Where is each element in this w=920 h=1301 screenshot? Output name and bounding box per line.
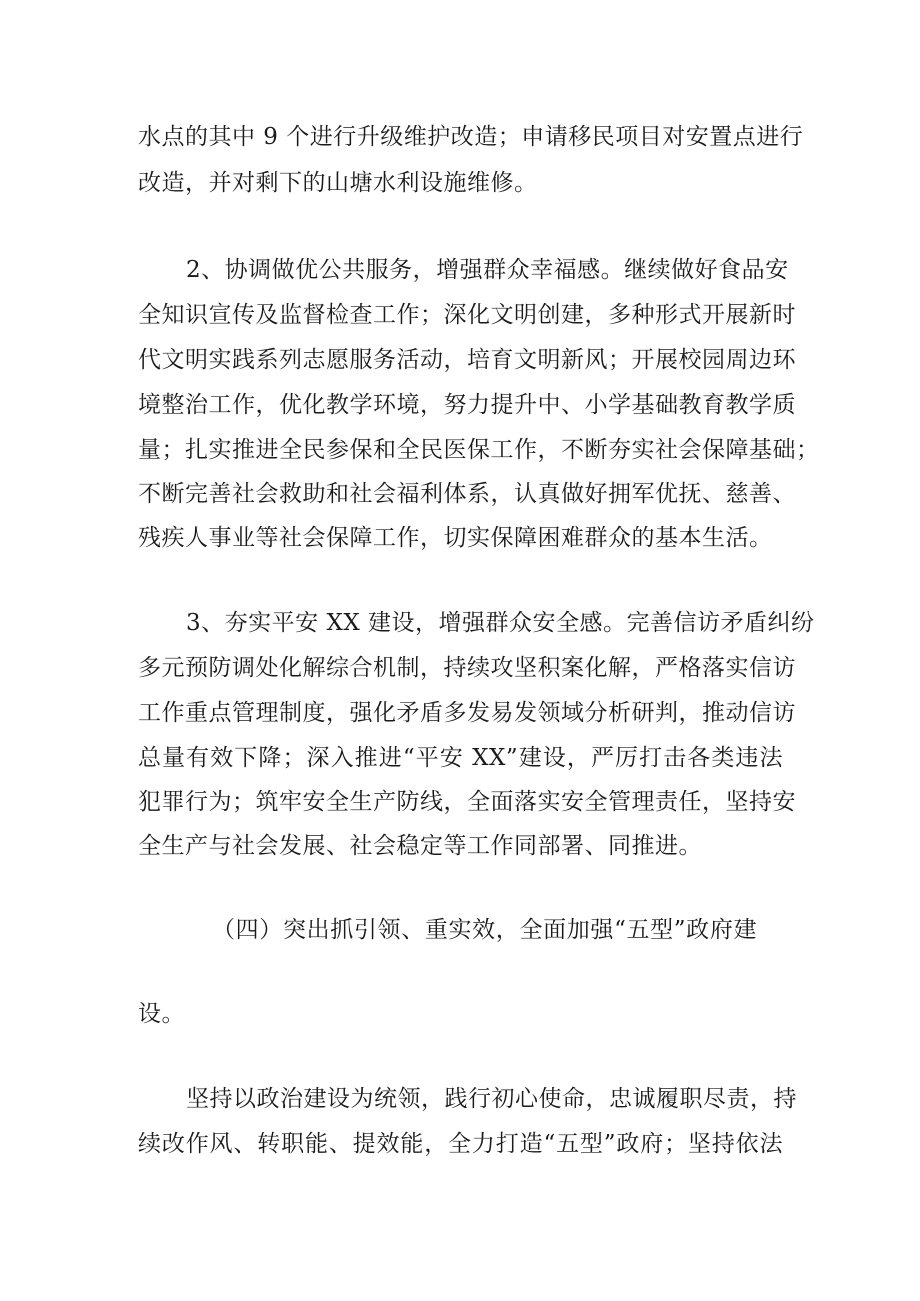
text-line: 量；扎实推进全民参保和全民医保工作，不断夯实社会保障基础；	[138, 437, 820, 463]
text-line: 工作重点管理制度，强化矛盾多发易发领域分析研判，推动信访	[138, 700, 796, 726]
text-line: 境整治工作，优化教学环境，努力提升中、小学基础教育教学质	[138, 392, 796, 418]
heading-line: 设。	[138, 1001, 185, 1027]
text-line: 总量有效下降；深入推进“平安 XX”建设，严厉打击各类违法	[138, 745, 783, 771]
text-line: 水点的其中 9 个进行升级维护改造；申请移民项目对安置点进行	[138, 124, 804, 150]
text-line: 代文明实践系列志愿服务活动，培育文明新风；开展校园周边环	[138, 347, 796, 373]
text-line: 2、协调做优公共服务，增强群众幸福感。继续做好食品安	[186, 257, 789, 283]
text-line: 坚持以政治建设为统领，践行初心使命，忠诚履职尽责，持	[186, 1086, 797, 1112]
text-line: 不断完善社会救助和社会福利体系，认真做好拥军优抚、慈善、	[138, 481, 796, 507]
text-line: 全生产与社会发展、社会稳定等工作同部署、同推进。	[138, 833, 702, 859]
heading-line: （四）突出抓引领、重实效，全面加强“五型”政府建	[212, 917, 757, 943]
text-line: 续改作风、转职能、提效能，全力打造“五型”政府；坚持依法	[138, 1131, 783, 1157]
text-line: 多元预防调处化解综合机制，持续攻坚积案化解，严格落实信访	[138, 655, 796, 681]
text-line: 全知识宣传及监督检查工作；深化文明创建，多种形式开展新时	[138, 302, 796, 328]
text-line: 改造，并对剩下的山塘水利设施维修。	[138, 170, 538, 196]
text-line: 3、夯实平安 XX 建设，增强群众安全感。完善信访矛盾纠纷	[186, 610, 815, 636]
text-line: 残疾人事业等社会保障工作，切实保障困难群众的基本生活。	[138, 525, 773, 551]
text-line: 犯罪行为；筑牢安全生产防线，全面落实安全管理责任，坚持安	[138, 789, 796, 815]
